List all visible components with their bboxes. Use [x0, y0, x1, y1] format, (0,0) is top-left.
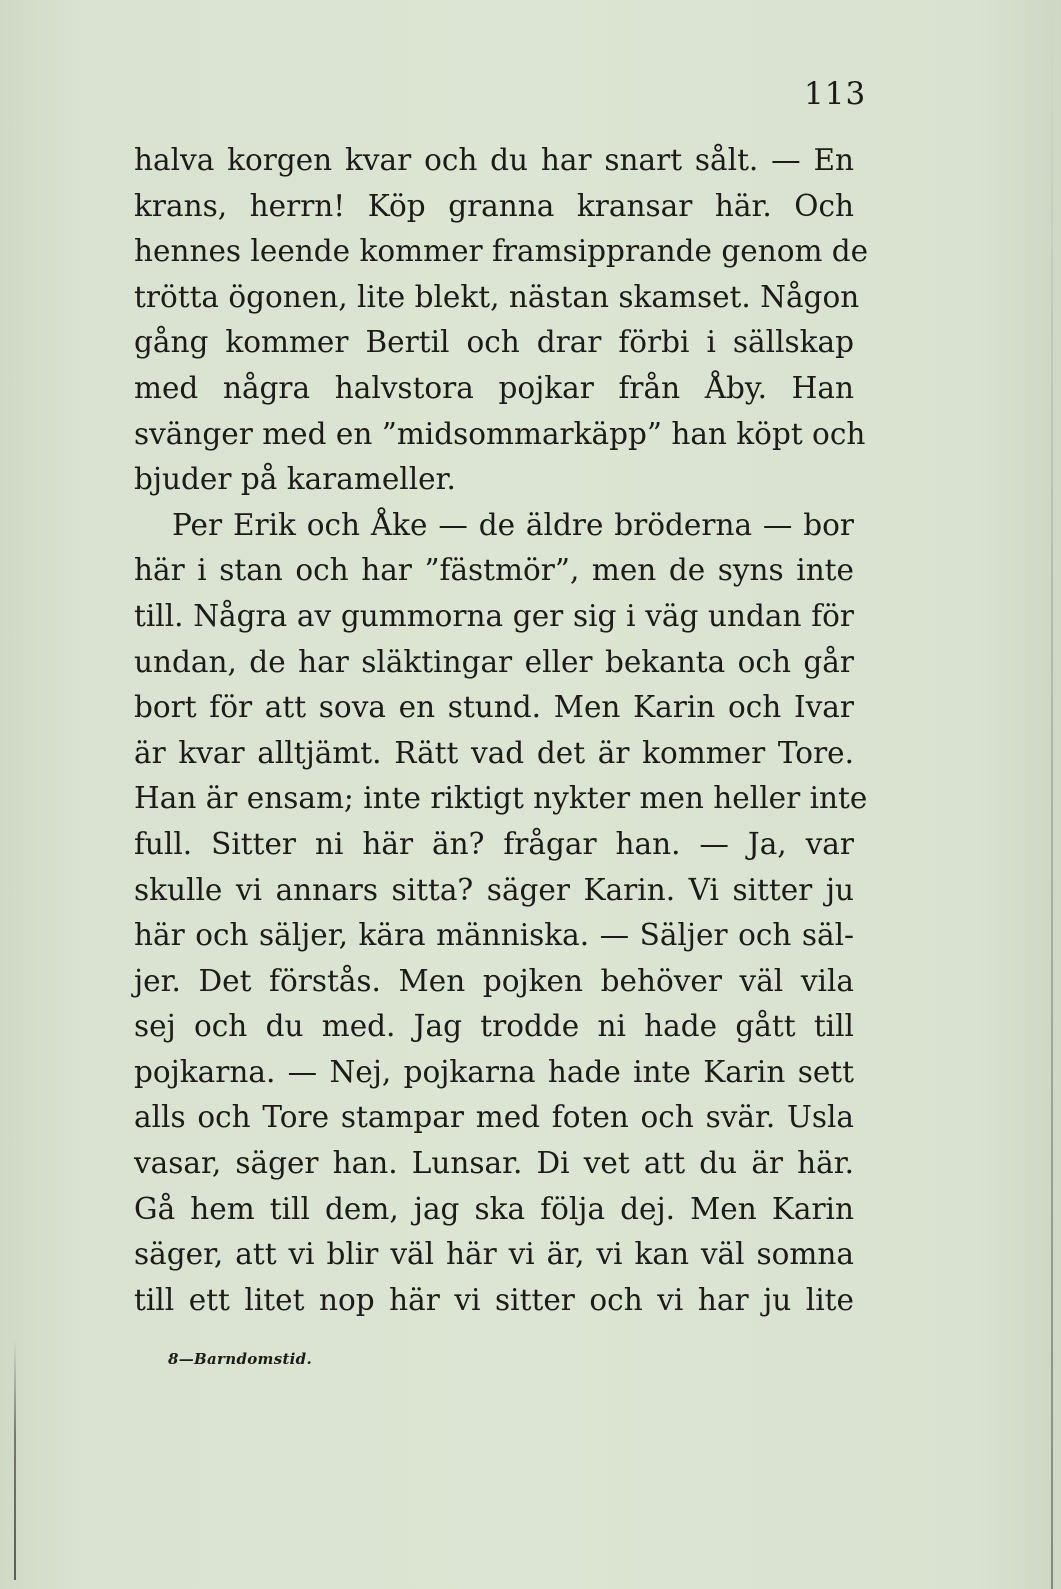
text-line: alls och Tore stampar med foten och svär. Usla: [134, 1100, 854, 1135]
text-line: här i stan och har ”fästmör”, men de syns inte: [134, 553, 854, 588]
page-edge-shadow-right: [1051, 0, 1053, 1589]
text-line: Gå hem till dem, jag ska följa dej. Men Karin: [134, 1191, 854, 1226]
text-line: är kvar alltjämt. Rätt vad det är kommer Tore.: [134, 735, 854, 770]
text-line: med några halvstora pojkar från Åby. Han: [134, 370, 854, 405]
text-line: hennes leende kommer framsipprande genom de: [134, 234, 869, 269]
text-line: halva korgen kvar och du har snart sålt. — En: [134, 143, 854, 177]
text-line: full. Sitter ni här än? frågar han. — Ja, var: [134, 826, 854, 861]
text-line: här och säljer, kära människa. — Säljer och säl-: [134, 918, 854, 953]
text-line: pojkarna. — Nej, pojkarna hade inte Karin sett: [134, 1054, 854, 1089]
body-text: [134, 138, 869, 1323]
text-line: Han är ensam; inte riktigt nykter men heller inte: [134, 781, 868, 816]
page-edge-shadow-left: [14, 1340, 16, 1580]
text-line: till. Några av gummorna ger sig i väg undan för: [134, 598, 854, 633]
text-line: trötta ögonen, lite blekt, nästan skamset. Någon: [134, 279, 860, 314]
text-line: bjuder på karameller.: [134, 462, 456, 497]
printer-signature: 8—Barndomstid.: [168, 1350, 312, 1368]
text-line: vasar, säger han. Lunsar. Di vet att du är här.: [134, 1146, 854, 1181]
text-line: sej och du med. Jag trodde ni hade gått till: [134, 1009, 854, 1044]
text-line: säger, att vi blir väl här vi är, vi kan väl somna: [134, 1237, 854, 1272]
text-line: jer. Det förstås. Men pojken behöver väl vila: [134, 963, 854, 998]
text-line: skulle vi annars sitta? säger Karin. Vi sitter ju: [134, 872, 854, 907]
text-line: Per Erik och Åke — de äldre bröderna — bor: [172, 507, 854, 542]
page-number: 113: [804, 76, 867, 112]
text-line: bort för att sova en stund. Men Karin och Ivar: [134, 690, 854, 725]
text-line: krans, herrn! Köp granna kransar här. Och: [134, 188, 854, 223]
text-line: svänger med en ”midsommarkäpp” han köpt och: [134, 416, 866, 451]
text-line: undan, de har släktingar eller bekanta och går: [134, 644, 854, 679]
text-line: till ett litet nop här vi sitter och vi har ju lite: [134, 1282, 854, 1317]
text-line: gång kommer Bertil och drar förbi i sällskap: [134, 325, 854, 360]
